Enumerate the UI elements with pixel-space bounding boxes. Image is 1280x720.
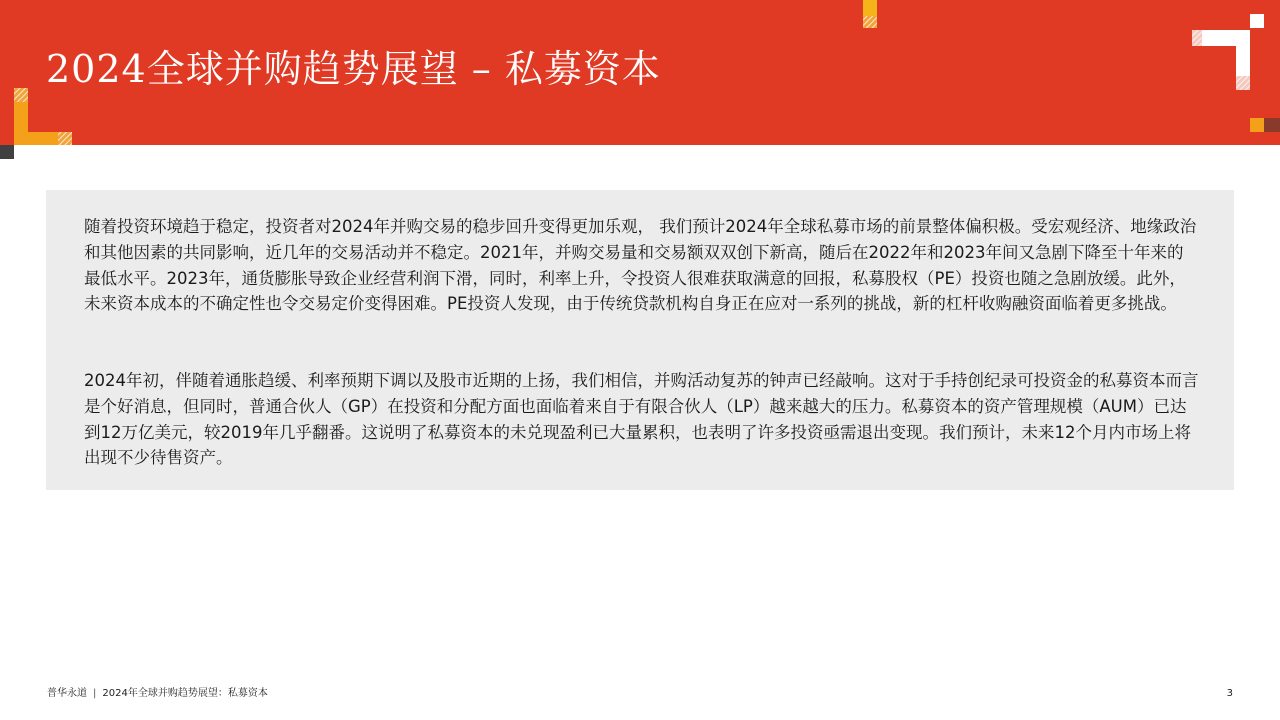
paragraph-1: 随着投资环境趋于稳定，投资者对2024年并购交易的稳步回升变得更加乐观， 我们预计2024年全球私募市场的前景整体偏积极。受宏观经济、地缘政治和其他因素的共同影响，近几年的交易活动并不稳定。2021年，并购交易量和交易额双双创下新高，随后在2022年和2023年间又急剧下降至十年来的最低水平。2023年，通货膨胀导致企业经营利润下滑，同时，利率上升，令投资人很难获取满意的回报，私募股权（PE）投资也随之急剧放缓。此外，未来资本成本的不确定性也令交易定价变得困难。PE投资人发现，由于传统贷款机构自身正在应对一系列的挑战，新的杠杆收购融资面临着更多挑战。 (84, 217, 1197, 314)
footer-separator: | (93, 688, 97, 699)
footer-doc-title: 2024年全球并购趋势展望：私募资本 (102, 688, 268, 699)
page-title: 2024全球并购趋势展望 – 私募资本 (46, 47, 661, 91)
decorative-strip (0, 145, 14, 159)
footer (47, 684, 268, 699)
content-panel (46, 190, 1234, 490)
footer-brand: 普华永道 (47, 688, 87, 699)
paragraph-2: 2024年初，伴随着通胀趋缓、利率预期下调以及股市近期的上扬，我们相信，并购活动复苏的钟声已经敲响。这对于手持创纪录可投资金的私募资本而言是个好消息，但同时，普通合伙人（GP）在投资和分配方面也面临着来自于有限合伙人（LP）越来越大的压力。私募资本的资产管理规模（AUM）已达到12万亿美元，较2019年几乎翻番。这说明了私募资本的未兑现盈利已大量累积，也表明了许多投资亟需退出变现。我们预计，未来12个月内市场上将出现不少待售资产。 (84, 371, 1199, 468)
header-banner (0, 0, 1280, 145)
page-number: 3 (1226, 688, 1233, 699)
